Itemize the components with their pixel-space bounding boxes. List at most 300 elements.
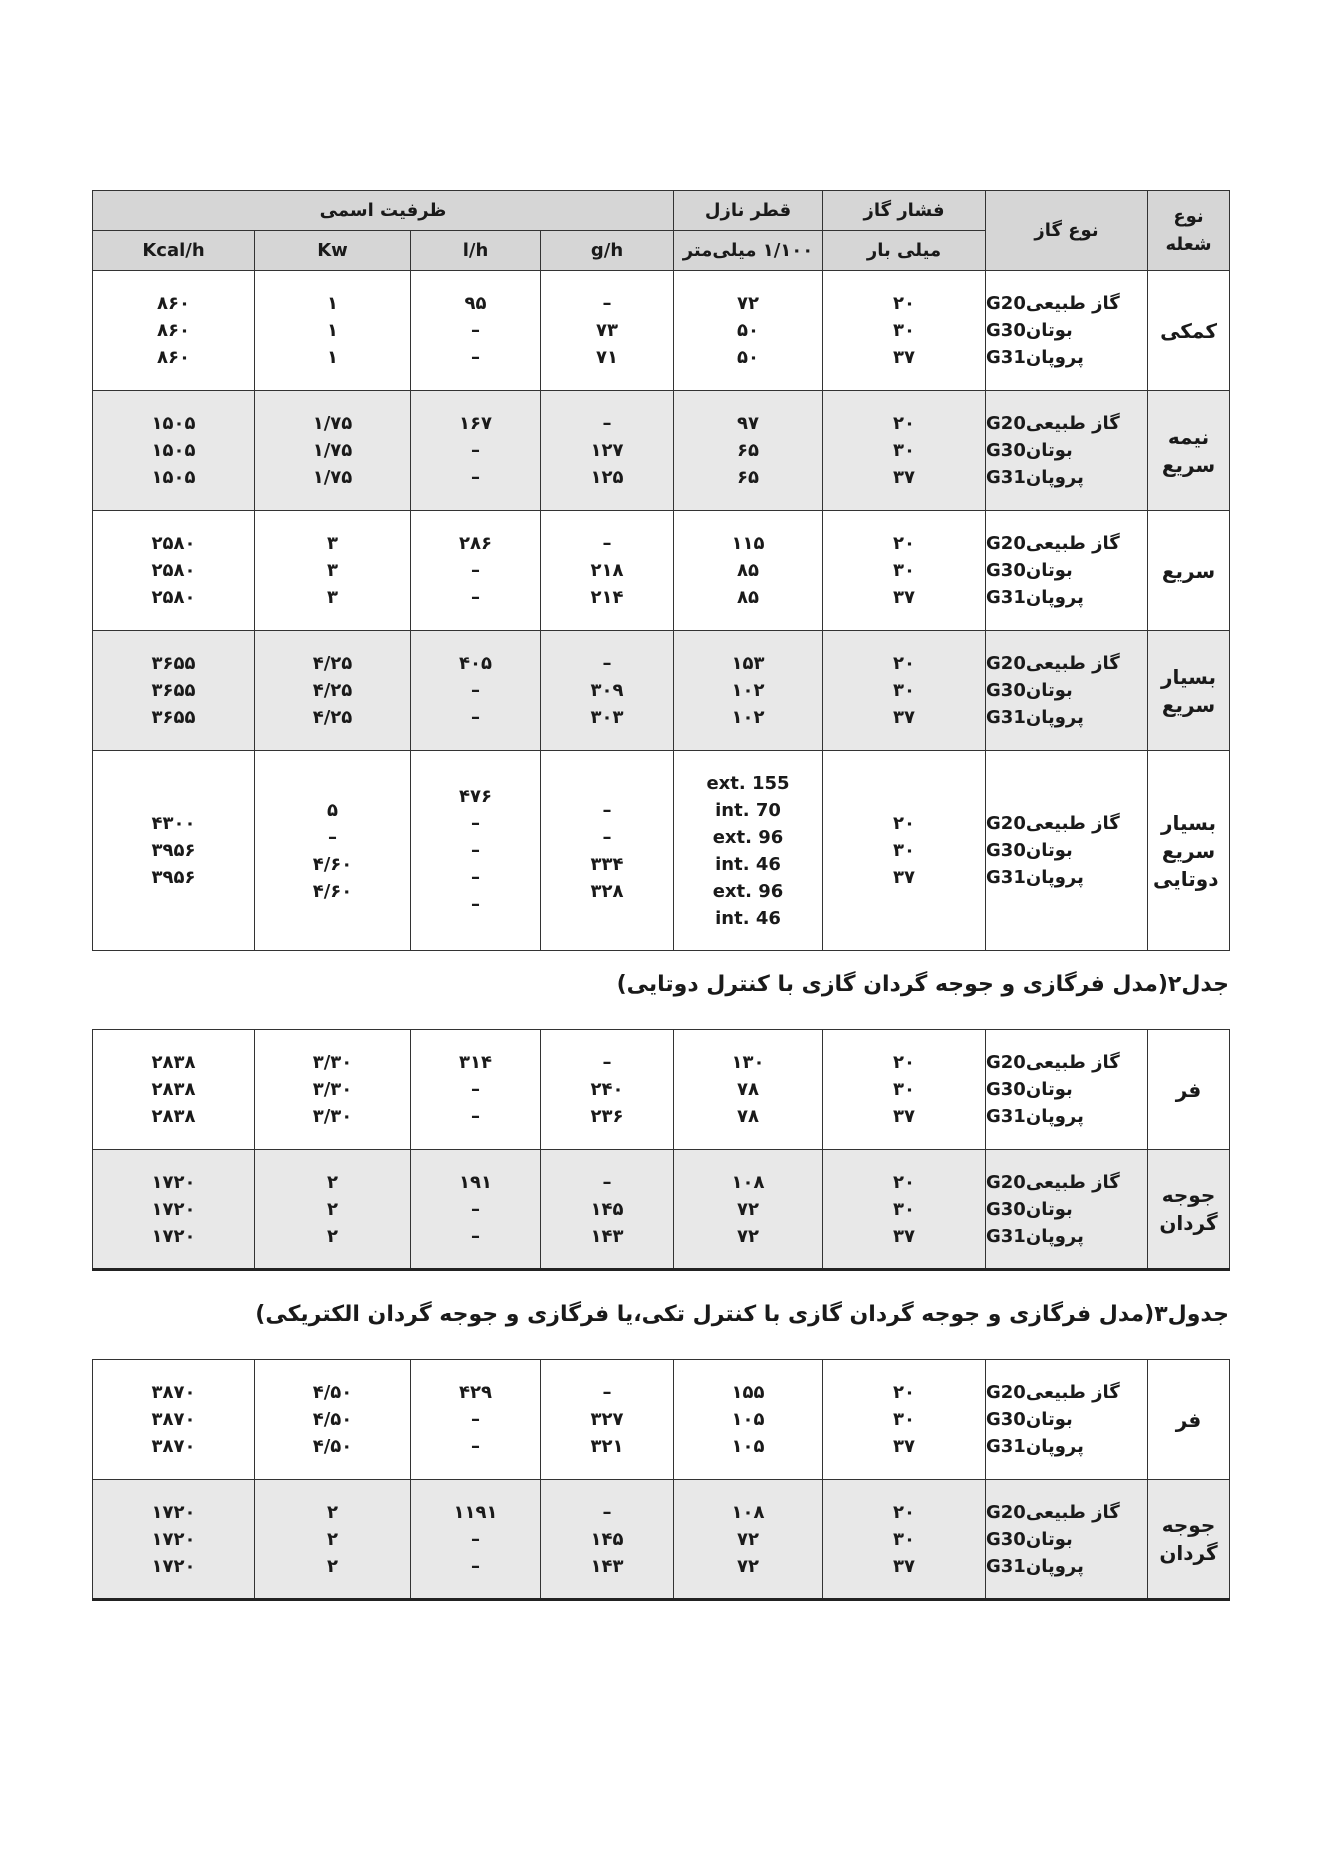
lh-cell	[411, 1150, 541, 1270]
lh-cell	[411, 271, 541, 391]
pressure-cell	[823, 1360, 986, 1480]
pressure-cell	[823, 631, 986, 751]
gas-spec-table-2	[92, 1029, 1230, 1271]
pressure-value: ۳۷	[893, 347, 915, 368]
gas-type-value: G30بوتان	[986, 320, 1073, 341]
kcal-cell	[93, 391, 255, 511]
pressure-value: ۳۰	[893, 440, 915, 461]
gas-type-value: G20گاز طبیعی	[986, 1382, 1120, 1403]
kw-cell	[255, 511, 411, 631]
pressure-value: ۲۰	[893, 813, 915, 834]
kw-value: ۳	[327, 533, 338, 554]
lh-value: –	[471, 347, 480, 368]
gas-type-cell	[986, 1150, 1148, 1270]
kw-cell	[255, 1360, 411, 1480]
table-row	[93, 391, 1230, 511]
lh-value: –	[471, 1106, 480, 1127]
pressure-value: ۳۰	[893, 1079, 915, 1100]
kcal-value: ۱۷۲۰	[151, 1225, 196, 1247]
burner-type-cell	[1148, 511, 1230, 631]
lh-value: ۴۰۵	[459, 653, 492, 674]
kw-cell	[255, 1480, 411, 1600]
kcal-value: ۳۸۷۰	[151, 1409, 196, 1430]
lh-value: –	[471, 1079, 480, 1100]
gas-type-value: G31پروپان	[986, 347, 1084, 368]
burner-type-value: کمکی	[1160, 318, 1217, 343]
pressure-value: ۲۰	[893, 413, 915, 434]
burner-type-cell	[1148, 1030, 1230, 1150]
nozzle-cell	[674, 511, 823, 631]
burner-type-value: بسیار سریع دوتایی	[1153, 810, 1219, 891]
kcal-value: ۳۸۷۰	[151, 1436, 196, 1457]
nozzle-value: ۷۲	[737, 1198, 759, 1220]
gas-type-value: G20گاز طبیعی	[986, 1501, 1120, 1523]
lh-header: l/h	[411, 231, 541, 271]
pressure-value: ۲۰	[893, 533, 915, 554]
lh-value: –	[471, 894, 480, 915]
burner-type-cell	[1148, 1360, 1230, 1480]
gas-type-value: G30بوتان	[986, 1409, 1073, 1430]
kw-value: ۱/۷۵	[312, 413, 353, 434]
kw-cell	[255, 271, 411, 391]
gh-value: ۱۴۵	[590, 1528, 624, 1550]
nozzle-value: ۷۲	[737, 293, 759, 314]
kcal-cell	[93, 511, 255, 631]
kcal-value: ۱۷۲۰	[151, 1528, 196, 1550]
kw-value: ۲	[327, 1501, 338, 1523]
table-row	[93, 751, 1230, 951]
pressure-cell	[823, 1150, 986, 1270]
burner-type-cell	[1148, 271, 1230, 391]
gh-value: ۳۲۷	[590, 1409, 624, 1430]
lh-value: –	[471, 1528, 480, 1550]
gas-type-cell	[986, 631, 1148, 751]
table-3-caption: جدول۳(مدل فرگازی و جوجه گردان گازی با کنترل تکی،یا فرگازی و جوجه گردان الکتریکی)	[255, 1302, 1229, 1327]
kw-value: ۲	[327, 1171, 338, 1193]
kw-value: ۳	[327, 560, 338, 581]
nozzle-value: ext. 96	[712, 826, 784, 848]
gh-value: ۷۳	[596, 320, 618, 341]
pressure-value: ۲۰	[893, 1501, 915, 1523]
table-row	[93, 1480, 1230, 1600]
nozzle-value: ۵۰	[737, 347, 759, 368]
burner-type-cell	[1148, 1480, 1230, 1600]
kcal-value: ۱۵۰۵	[151, 413, 196, 434]
nozzle-value: ۱۵۵	[731, 1382, 765, 1403]
gas-type-value: G20گاز طبیعی	[986, 653, 1120, 674]
burner-type-value: نیمه سریع	[1161, 424, 1216, 477]
table-row	[93, 1030, 1230, 1150]
nozzle-value: ۷۲	[737, 1555, 759, 1577]
kw-value: ۴/۵۰	[312, 1409, 353, 1430]
kcal-value: ۸۶۰	[157, 320, 190, 341]
gas-type-value: G20گاز طبیعی	[986, 1052, 1120, 1073]
kcal-value: ۱۷۲۰	[151, 1501, 196, 1523]
kw-value: ۲	[327, 1225, 338, 1247]
lh-value: –	[471, 560, 480, 581]
gas-type-cell	[986, 1360, 1148, 1480]
burner-type-value: جوجه گردان	[1159, 1513, 1218, 1565]
burner-type-header: نوع شعله	[1148, 191, 1230, 271]
nozzle-cell	[674, 391, 823, 511]
gh-value: ۱۴۳	[590, 1225, 624, 1247]
nozzle-value: ۵۰	[737, 320, 759, 341]
gas-type-value: G30بوتان	[986, 680, 1073, 701]
lh-value: –	[471, 320, 480, 341]
pressure-value: ۳۷	[893, 587, 915, 608]
table-row	[93, 1150, 1230, 1270]
pressure-value: ۳۰	[893, 1409, 915, 1430]
gh-value: ۱۲۵	[590, 467, 624, 488]
pressure-value: ۲۰	[893, 293, 915, 314]
gas-type-value: G31پروپان	[986, 1106, 1084, 1127]
pressure-value: ۳۷	[893, 1555, 915, 1577]
kw-value: ۵	[327, 799, 338, 821]
kcal-cell	[93, 1360, 255, 1480]
gas-type-cell	[986, 1030, 1148, 1150]
pressure-value: ۳۰	[893, 1528, 915, 1550]
lh-value: ۴۷۶	[459, 786, 492, 807]
table-row	[93, 631, 1230, 751]
kcal-value: ۲۸۳۸	[151, 1052, 196, 1073]
gas-type-header: نوع گاز	[986, 191, 1148, 271]
pressure-value: ۳۰	[893, 680, 915, 701]
gh-value: ۳۲۱	[590, 1436, 624, 1457]
lh-value: –	[471, 707, 480, 728]
kw-value: ۲	[327, 1198, 338, 1220]
lh-value: –	[471, 1436, 480, 1457]
gas-type-value: G31پروپان	[986, 587, 1084, 608]
gh-value: ۱۲۷	[590, 440, 624, 461]
lh-cell	[411, 1480, 541, 1600]
gh-value: –	[602, 799, 612, 821]
nozzle-value: ۱۵۳	[731, 653, 765, 674]
kw-value: ۱	[327, 293, 338, 314]
kcal-value: ۲۸۳۸	[151, 1079, 196, 1100]
kcal-cell	[93, 271, 255, 391]
lh-value: ۲۸۶	[459, 533, 492, 554]
nozzle-value: ۶۵	[737, 467, 759, 488]
kcal-value: ۳۶۵۵	[151, 707, 196, 728]
gh-value: ۷۱	[596, 347, 618, 368]
lh-value: –	[471, 1198, 480, 1220]
nozzle-value: ۷۸	[737, 1106, 759, 1127]
kw-value: ۴/۲۵	[312, 680, 353, 701]
pressure-value: ۳۷	[893, 467, 915, 488]
nozzle-value: ۱۰۲	[731, 680, 765, 701]
gh-cell	[541, 1480, 674, 1600]
lh-value: –	[471, 1225, 480, 1247]
pressure-value: ۳۷	[893, 1106, 915, 1127]
lh-cell	[411, 751, 541, 951]
lh-value: –	[471, 867, 480, 888]
lh-value: –	[471, 1555, 480, 1577]
kw-value: ۲	[327, 1555, 338, 1577]
gh-cell	[541, 511, 674, 631]
burner-type-cell	[1148, 391, 1230, 511]
kcal-value: ۱۵۰۵	[151, 440, 196, 461]
gas-type-value: G20گاز طبیعی	[986, 533, 1120, 554]
gas-type-value: G20گاز طبیعی	[986, 413, 1120, 434]
burner-type-value: بسیار سریع	[1160, 664, 1217, 717]
lh-value: –	[471, 813, 480, 834]
burner-type-cell	[1148, 631, 1230, 751]
gas-type-cell	[986, 751, 1148, 951]
kcal-cell	[93, 1150, 255, 1270]
kcal-value: ۲۵۸۰	[151, 533, 196, 554]
gas-type-value: G20گاز طبیعی	[986, 813, 1120, 834]
pressure-header: فشار گاز	[823, 191, 986, 231]
gh-value: ۳۰۳	[590, 707, 624, 728]
gh-value: –	[602, 1382, 612, 1403]
gas-type-value: G20گاز طبیعی	[986, 293, 1120, 314]
pressure-cell	[823, 391, 986, 511]
pressure-value: ۲۰	[893, 653, 915, 674]
kw-value: ۱/۷۵	[312, 440, 353, 461]
table-2-caption: جدل۲(مدل فرگازی و جوجه گردان گازی با کنترل دوتایی)	[616, 972, 1229, 997]
nozzle-value: ۸۵	[737, 560, 759, 581]
kw-value: ۴/۲۵	[312, 653, 353, 674]
kcal-cell	[93, 631, 255, 751]
kcal-value: ۳۹۵۶	[151, 867, 196, 888]
gh-cell	[541, 1360, 674, 1480]
nozzle-value: ۷۸	[737, 1079, 759, 1100]
kcal-value: ۲۵۸۰	[151, 587, 196, 608]
burner-type-cell	[1148, 1150, 1230, 1270]
gas-type-value: G31پروپان	[986, 867, 1084, 888]
pressure-value: ۳۰	[893, 320, 915, 341]
lh-cell	[411, 1360, 541, 1480]
gh-cell	[541, 271, 674, 391]
kw-cell	[255, 391, 411, 511]
nozzle-value: ۱۰۵	[731, 1436, 765, 1457]
gas-type-value: G31پروپان	[986, 707, 1084, 728]
nozzle-cell	[674, 751, 823, 951]
kw-value: ۴/۲۵	[312, 707, 353, 728]
kw-value: –	[328, 826, 337, 848]
pressure-cell	[823, 271, 986, 391]
kcal-value: ۳۸۷۰	[151, 1382, 196, 1403]
gh-value: ۲۳۶	[590, 1106, 624, 1127]
nozzle-cell	[674, 1360, 823, 1480]
kcal-header: Kcal/h	[93, 231, 255, 271]
pressure-value: ۲۰	[893, 1382, 915, 1403]
nozzle-value: ext. 96	[712, 880, 784, 902]
kcal-value: ۸۶۰	[157, 293, 190, 314]
nozzle-value: ۱۰۵	[731, 1409, 765, 1430]
kcal-cell	[93, 1030, 255, 1150]
burner-type-value: جوجه گردان	[1159, 1183, 1218, 1235]
kcal-value: ۱۷۲۰	[151, 1171, 196, 1193]
nozzle-unit-header: ۱/۱۰۰ میلی‌متر	[674, 231, 823, 271]
gh-value: ۲۱۸	[590, 560, 624, 581]
nozzle-value: ۱۳۰	[731, 1052, 765, 1073]
kcal-cell	[93, 1480, 255, 1600]
kw-value: ۱/۷۵	[312, 467, 353, 488]
lh-value: ۱۱۹۱	[453, 1501, 498, 1523]
gh-value: –	[602, 533, 612, 554]
lh-value: –	[471, 680, 480, 701]
gh-cell	[541, 631, 674, 751]
kw-value: ۳/۳۰	[312, 1079, 353, 1100]
gh-header: g/h	[541, 231, 674, 271]
lh-value: –	[471, 1409, 480, 1430]
kw-value: ۴/۶۰	[312, 880, 353, 902]
gas-type-value: G30بوتان	[986, 440, 1073, 461]
pressure-cell	[823, 511, 986, 631]
gh-value: ۲۱۴	[590, 587, 624, 608]
kcal-value: ۱۷۲۰	[151, 1198, 196, 1220]
burner-type-cell	[1148, 751, 1230, 951]
gh-cell	[541, 751, 674, 951]
gas-spec-table-1	[92, 190, 1230, 951]
lh-value: –	[471, 467, 480, 488]
pressure-cell	[823, 1480, 986, 1600]
gas-type-value: G20گاز طبیعی	[986, 1171, 1120, 1193]
pressure-value: ۳۰	[893, 560, 915, 581]
kw-value: ۱	[327, 347, 338, 368]
nozzle-value: ۶۵	[737, 440, 759, 461]
table-header-row	[93, 191, 1230, 231]
pressure-value: ۳۷	[893, 867, 915, 888]
pressure-value: ۳۰	[893, 840, 915, 861]
lh-value: ۱۹۱	[459, 1171, 492, 1193]
lh-cell	[411, 1030, 541, 1150]
gh-value: ۲۴۰	[590, 1079, 624, 1100]
gas-spec-table-3	[92, 1359, 1230, 1601]
kw-value: ۳/۳۰	[312, 1052, 353, 1073]
capacity-header: ظرفیت اسمی	[93, 191, 674, 231]
nozzle-value: ۸۵	[737, 587, 759, 608]
nozzle-value: int. 46	[715, 907, 781, 929]
nozzle-value: int. 70	[715, 799, 781, 821]
gh-value: ۳۰۹	[590, 680, 624, 701]
nozzle-header: قطر نازل	[674, 191, 823, 231]
gas-type-value: G31پروپان	[986, 1225, 1084, 1247]
lh-value: –	[471, 587, 480, 608]
kcal-value: ۳۶۵۵	[151, 680, 196, 701]
burner-type-value: فر	[1175, 1407, 1202, 1432]
nozzle-value: ext. 155	[706, 772, 790, 794]
kw-value: ۳/۳۰	[312, 1106, 353, 1127]
gas-type-value: G30بوتان	[986, 1528, 1073, 1550]
gh-value: –	[602, 1501, 612, 1523]
nozzle-value: ۱۰۲	[731, 707, 765, 728]
gas-type-cell	[986, 391, 1148, 511]
lh-value: ۳۱۴	[459, 1052, 492, 1073]
nozzle-value: ۱۱۵	[731, 533, 765, 554]
pressure-value: ۲۰	[893, 1171, 915, 1193]
kw-cell	[255, 1150, 411, 1270]
kcal-value: ۴۳۰۰	[151, 813, 196, 834]
gh-value: –	[602, 653, 612, 674]
kcal-value: ۳۹۵۶	[151, 840, 196, 861]
nozzle-cell	[674, 1480, 823, 1600]
nozzle-cell	[674, 1150, 823, 1270]
nozzle-value: ۷۲	[737, 1225, 759, 1247]
kcal-value: ۱۵۰۵	[151, 467, 196, 488]
gas-type-value: G31پروپان	[986, 467, 1084, 488]
kcal-cell	[93, 751, 255, 951]
gas-type-value: G30بوتان	[986, 560, 1073, 581]
pressure-cell	[823, 1030, 986, 1150]
gas-type-cell	[986, 511, 1148, 631]
gas-type-value: G31پروپان	[986, 1555, 1084, 1577]
nozzle-value: ۱۰۸	[731, 1171, 765, 1193]
table-row	[93, 271, 1230, 391]
pressure-value: ۲۰	[893, 1052, 915, 1073]
kw-value: ۴/۶۰	[312, 853, 353, 875]
kw-cell	[255, 1030, 411, 1150]
gas-type-cell	[986, 1480, 1148, 1600]
nozzle-value: int. 46	[715, 853, 781, 875]
lh-value: ۹۵	[464, 293, 487, 314]
gh-cell	[541, 1030, 674, 1150]
kcal-value: ۲۵۸۰	[151, 560, 196, 581]
gas-type-value: G30بوتان	[986, 1198, 1073, 1220]
gh-cell	[541, 391, 674, 511]
burner-type-value: فر	[1175, 1077, 1202, 1102]
gas-type-value: G31پروپان	[986, 1436, 1084, 1457]
kcal-value: ۳۶۵۵	[151, 653, 196, 674]
gh-value: ۳۳۴	[590, 853, 624, 875]
lh-value: ۴۲۹	[459, 1382, 492, 1403]
nozzle-value: ۱۰۸	[731, 1501, 765, 1523]
lh-cell	[411, 391, 541, 511]
lh-cell	[411, 631, 541, 751]
gh-cell	[541, 1150, 674, 1270]
pressure-cell	[823, 751, 986, 951]
kw-value: ۴/۵۰	[312, 1436, 353, 1457]
kw-value: ۱	[327, 320, 338, 341]
pressure-value: ۳۷	[893, 1436, 915, 1457]
gh-value: –	[602, 1052, 612, 1073]
gas-type-value: G30بوتان	[986, 1079, 1073, 1100]
gh-value: ۳۲۸	[590, 880, 624, 902]
nozzle-cell	[674, 631, 823, 751]
gh-value: ۱۴۵	[590, 1198, 624, 1220]
burner-type-value: سریع	[1161, 558, 1216, 583]
kcal-value: ۸۶۰	[157, 347, 190, 368]
gas-type-cell	[986, 271, 1148, 391]
gh-value: –	[602, 1171, 612, 1193]
gas-type-value: G30بوتان	[986, 840, 1073, 861]
gh-value: –	[602, 826, 612, 848]
pressure-unit-header: میلی بار	[823, 231, 986, 271]
kw-cell	[255, 631, 411, 751]
gh-value: ۱۴۳	[590, 1555, 624, 1577]
nozzle-cell	[674, 271, 823, 391]
kw-value: ۲	[327, 1528, 338, 1550]
nozzle-value: ۷۲	[737, 1528, 759, 1550]
lh-cell	[411, 511, 541, 631]
lh-value: ۱۶۷	[459, 413, 492, 434]
nozzle-value: ۹۷	[737, 413, 759, 434]
kw-cell	[255, 751, 411, 951]
lh-value: –	[471, 440, 480, 461]
table-row	[93, 1360, 1230, 1480]
kw-value: ۴/۵۰	[312, 1382, 353, 1403]
kcal-value: ۱۷۲۰	[151, 1555, 196, 1577]
kw-header: Kw	[255, 231, 411, 271]
kw-value: ۳	[327, 587, 338, 608]
pressure-value: ۳۷	[893, 707, 915, 728]
kcal-value: ۲۸۳۸	[151, 1106, 196, 1127]
table-row	[93, 511, 1230, 631]
pressure-value: ۳۷	[893, 1225, 915, 1247]
gh-value: –	[602, 293, 612, 314]
pressure-value: ۳۰	[893, 1198, 915, 1220]
